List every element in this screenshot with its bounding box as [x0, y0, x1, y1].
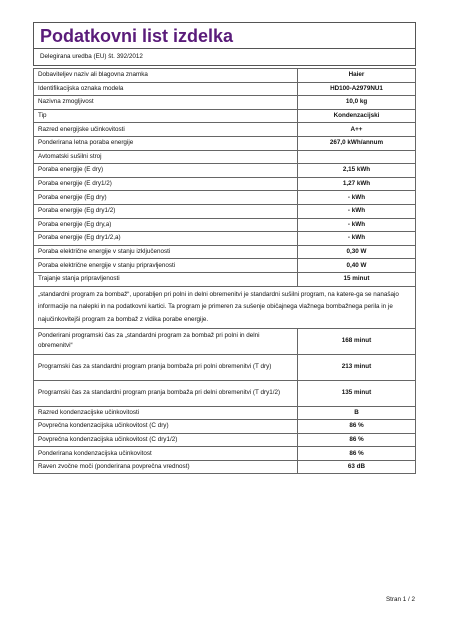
- row-label: Raven zvočne moči (ponderirana povprečna vrednost): [34, 460, 298, 474]
- table-row: [34, 191, 416, 205]
- table-row: [34, 245, 416, 259]
- regulation-subtitle: Delegirana uredba (EU) št. 392/2012: [40, 53, 143, 60]
- table-row: [34, 136, 416, 150]
- table-row: [34, 420, 416, 434]
- row-value: 267,0 kWh/annum: [298, 136, 416, 150]
- row-value: [298, 150, 416, 164]
- table-row: [34, 164, 416, 178]
- row-value: 1,27 kWh: [298, 177, 416, 191]
- row-value: Kondenzacijski: [298, 109, 416, 123]
- row-value: - kWh: [298, 218, 416, 232]
- table-row: [34, 109, 416, 123]
- table-row: [34, 447, 416, 461]
- table-row: [34, 69, 416, 83]
- row-value: 168 minut: [298, 328, 416, 354]
- row-label: Programski čas za standardni program pranja bombaža pri delni obremenitvi (T dry1/2): [34, 380, 298, 406]
- row-value: 63 dB: [298, 460, 416, 474]
- row-value: 10,0 kg: [298, 96, 416, 110]
- row-label: Nazivna zmogljivost: [34, 96, 298, 110]
- table-row: [34, 460, 416, 474]
- row-label: Programski čas za standardni program pranja bombaža pri polni obremenitvi (T dry): [34, 354, 298, 380]
- table-row: [34, 82, 416, 96]
- row-value: Haier: [298, 69, 416, 83]
- page-number: Stran 1 / 2: [385, 596, 415, 603]
- row-value: 86 %: [298, 420, 416, 434]
- row-label: Ponderirani programski čas za „standardni program za bombaž pri polni in delni obremenitvi“: [34, 328, 298, 354]
- page-title: Podatkovni list izdelka: [40, 26, 234, 46]
- row-value: - kWh: [298, 232, 416, 246]
- row-value: 0,40 W: [298, 259, 416, 273]
- table-row: [34, 406, 416, 420]
- row-label: Identifikacijska oznaka modela: [34, 82, 298, 96]
- row-label: Avtomatski sušilni stroj: [34, 150, 298, 164]
- subtitle-box: [33, 48, 416, 66]
- row-label: Poraba energije (Eg dry): [34, 191, 298, 205]
- table-row: [34, 354, 416, 380]
- row-value: 135 minut: [298, 380, 416, 406]
- table-row: [34, 272, 416, 286]
- row-label: Poraba energije (E dry1/2): [34, 177, 298, 191]
- row-value: A++: [298, 123, 416, 137]
- spec-table: [33, 68, 416, 474]
- row-value: HD100-A2979NU1: [298, 82, 416, 96]
- row-value: 2,15 kWh: [298, 164, 416, 178]
- title-box: [33, 22, 416, 48]
- table-row: [34, 232, 416, 246]
- row-value: B: [298, 406, 416, 420]
- row-label: Poraba električne energije v stanju pripravljenosti: [34, 259, 298, 273]
- table-row: [34, 328, 416, 354]
- row-value: 15 minut: [298, 272, 416, 286]
- table-row: [34, 433, 416, 447]
- row-label: Poraba energije (Eg dry1/2): [34, 204, 298, 218]
- table-row: [34, 204, 416, 218]
- table-row: [34, 96, 416, 110]
- table-row: [34, 218, 416, 232]
- row-label: Poraba električne energije v stanju izključenosti: [34, 245, 298, 259]
- row-label: Razred energijske učinkovitosti: [34, 123, 298, 137]
- row-value: - kWh: [298, 191, 416, 205]
- row-label: Razred kondenzacijske učinkovitosti: [34, 406, 298, 420]
- row-label: Trajanje stanja pripravljenosti: [34, 272, 298, 286]
- row-value: 0,30 W: [298, 245, 416, 259]
- standard-program-note: „standardni program za bombaž“, uporabljen pri polni in delni obremenitvi je standardni sušilni program, na katere-ga se nanašajo informacije na nalepki in na podatkovni kartici. Ta program je primeren za sušenje običajnega vlažnega bombažnega perila in je najučinkovitejši program za bombaž z vidika porabe energije.: [34, 286, 416, 328]
- row-label: Ponderirana kondenzacijska učinkovitost: [34, 447, 298, 461]
- table-row: [34, 380, 416, 406]
- row-label: Dobavitelјev naziv ali blagovna znamka: [34, 69, 298, 83]
- table-row: [34, 259, 416, 273]
- table-row: [34, 150, 416, 164]
- row-value: 213 minut: [298, 354, 416, 380]
- row-label: Ponderirana letna poraba energije: [34, 136, 298, 150]
- row-label: Poraba energije (Eg dry1/2,a): [34, 232, 298, 246]
- table-row: [34, 177, 416, 191]
- row-value: - kWh: [298, 204, 416, 218]
- row-label: Poraba energije (Eg dry,a): [34, 218, 298, 232]
- standard-program-note-row: [34, 286, 416, 328]
- row-value: 86 %: [298, 447, 416, 461]
- row-label: Povprečna kondenzacijska učinkovitost (C dry1/2): [34, 433, 298, 447]
- table-row: [34, 123, 416, 137]
- row-value: 86 %: [298, 433, 416, 447]
- row-label: Tip: [34, 109, 298, 123]
- row-label: Poraba energije (E dry): [34, 164, 298, 178]
- row-label: Povprečna kondenzacijska učinkovitost (C dry): [34, 420, 298, 434]
